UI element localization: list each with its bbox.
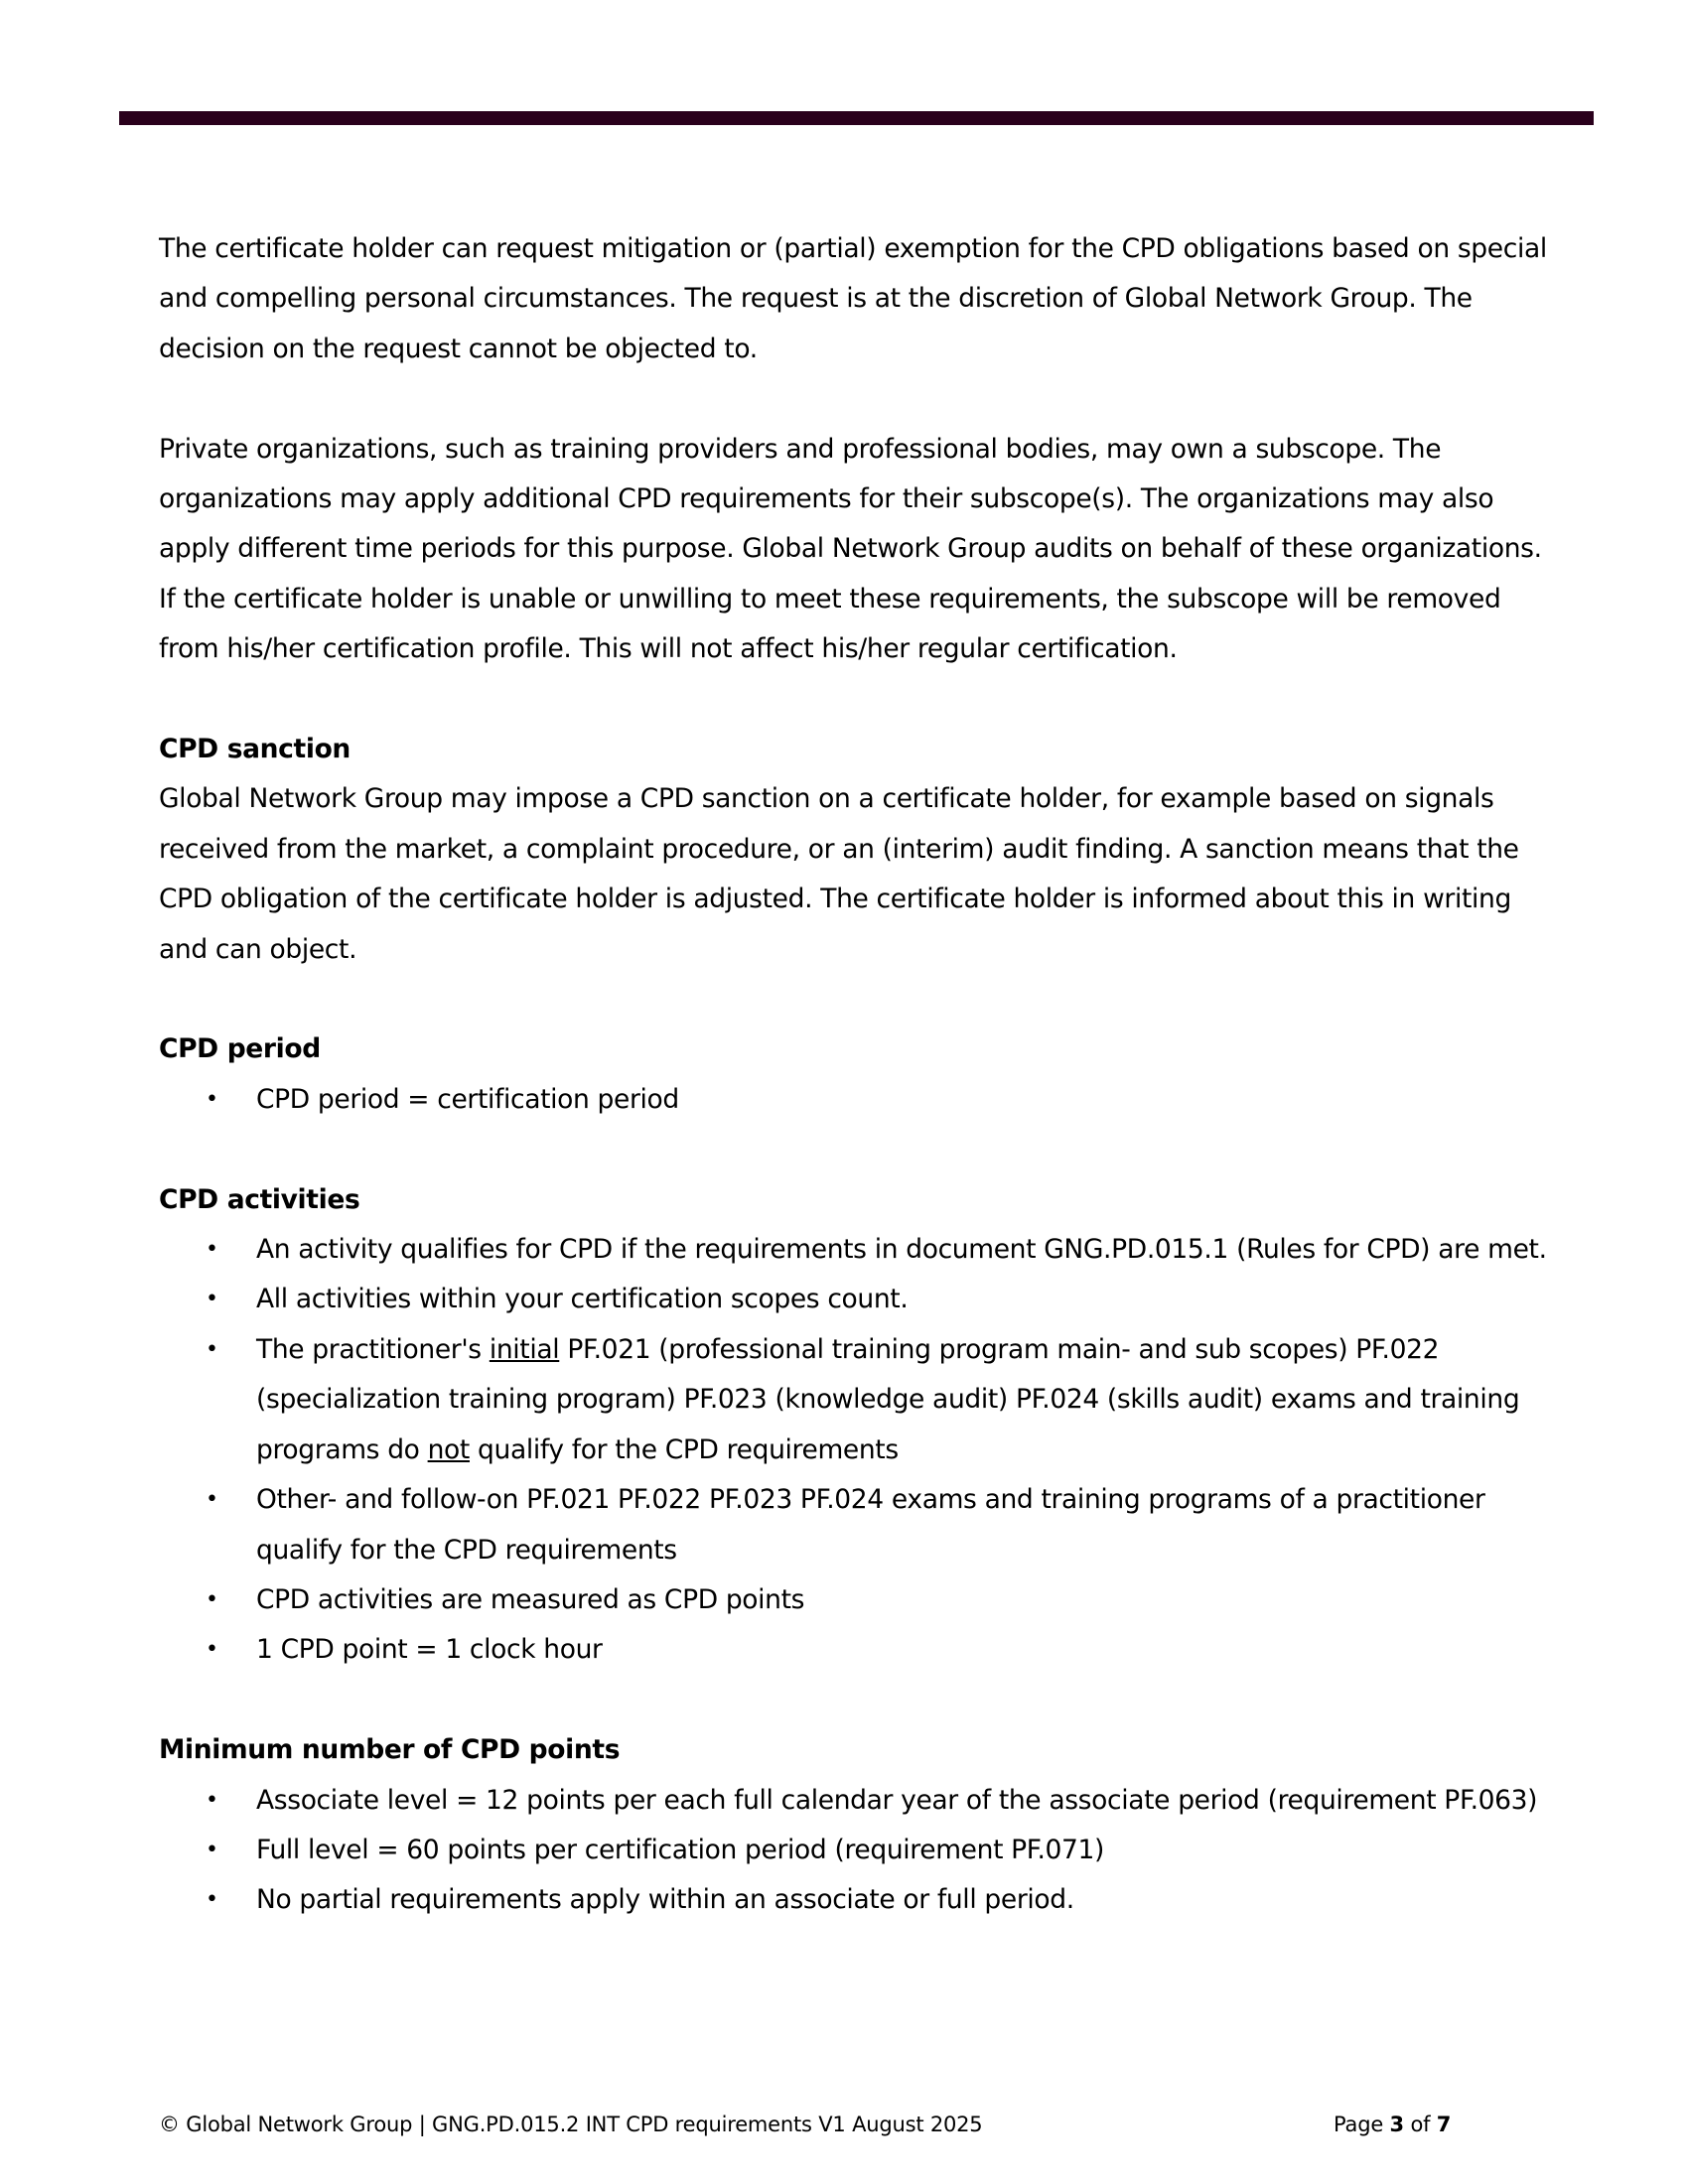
spacer [159,374,1549,424]
list-item [159,1826,1549,1875]
list-item-text: Full level = 60 points per certification period (requirement PF.071) [256,1834,1105,1865]
list-item-text: An activity qualifies for CPD if the requirements in document GNG.PD.015.1 (Rules for CPD) are met. [256,1234,1547,1266]
list-item [159,1575,1549,1625]
list-item [159,1275,1549,1324]
spacer [159,675,1549,725]
list-item [159,1075,1549,1125]
intro-paragraph-exemption: The certificate holder can request mitigation or (partial) exemption for the CPD obligations based on special and compelling personal circumstances. The request is at the discretion of Global Network Group. The decision on the request cannot be objected to. [159,233,1547,364]
list-item-text [256,1334,1519,1465]
list-item [159,1325,1549,1475]
current-page: 3 [1389,2113,1404,2136]
page-number [1334,2113,1451,2136]
list-item [159,1225,1549,1275]
list-item-text: CPD activities are measured as CPD points [256,1583,805,1615]
cpd-period-list [159,1075,1549,1125]
text-run: The practitioner's [256,1333,490,1365]
bullet-icon: • [206,1887,218,1913]
sanction-paragraph: Global Network Group may impose a CPD sanction on a certificate holder, for example based on signals received from the market, a complaint procedure, or an (interim) audit finding. A sanction means that the CPD obligation of the certificate holder is adjusted. The certificate holder is informed about this in writing and can object. [159,783,1519,965]
list-item-text: Other- and follow-on PF.021 PF.022 PF.023 PF.024 exams and training programs of a practitioner qualify for the CPD requirements [256,1484,1485,1566]
of-label: of [1410,2113,1431,2136]
bullet-icon: • [206,1787,218,1813]
heading-minimum-cpd-points: Minimum number of CPD points [159,1734,621,1766]
list-item-text: No partial requirements apply within an associate or full period. [256,1884,1074,1916]
heading-cpd-sanction: CPD sanction [159,734,351,765]
underlined-not: not [427,1433,470,1465]
page-label: Page [1334,2113,1384,2136]
list-item [159,1875,1549,1925]
list-item-text: Associate level = 12 points per each full calendar year of the associate period (requirement PF.063) [256,1784,1538,1816]
minimum-points-list [159,1776,1549,1926]
cpd-activities-list [159,1225,1549,1676]
bullet-icon: • [206,1637,218,1663]
text-run: qualify for the CPD requirements [469,1433,899,1465]
list-item-text: 1 CPD point = 1 clock hour [256,1634,603,1666]
heading-cpd-activities: CPD activities [159,1183,360,1215]
bullet-icon: • [206,1586,218,1612]
document-body [159,224,1549,1926]
bullet-icon: • [206,1837,218,1862]
underlined-initial: initial [489,1333,560,1365]
list-item [159,1776,1549,1826]
intro-paragraph-subscope: Private organizations, such as training providers and professional bodies, may own a subscope. The organizations may apply additional CPD requirements for their subscope(s). The organizations may also apply different time periods for this purpose. Global Network Group audits on behalf of these organizations. If the certificate holder is unable or unwilling to meet these requirements, the subscope will be removed from his/her certification profile. This will not affect his/her regular certification. [159,433,1542,665]
bullet-icon: • [206,1336,218,1362]
list-item [159,1475,1549,1575]
spacer [159,1676,1549,1725]
spacer [159,1125,1549,1174]
bullet-icon: • [206,1237,218,1263]
bullet-icon: • [206,1086,218,1112]
bullet-icon: • [206,1287,218,1312]
heading-cpd-period: CPD period [159,1033,321,1065]
bullet-icon: • [206,1487,218,1513]
footer-copyright: © Global Network Group | GNG.PD.015.2 INT CPD requirements V1 August 2025 [159,2113,983,2136]
header-rule [119,111,1594,125]
spacer [159,975,1549,1024]
list-item-text: All activities within your certification scopes count. [256,1284,909,1315]
text-run: PF.021 (professional training program main- and sub scopes) PF.022 (specialization training program) PF.023 (knowledge audit) PF.024 (skills audit) exams and training programs do [256,1333,1520,1465]
list-item-text: CPD period = certification period [256,1083,679,1115]
total-pages: 7 [1436,2113,1452,2136]
list-item [159,1625,1549,1675]
